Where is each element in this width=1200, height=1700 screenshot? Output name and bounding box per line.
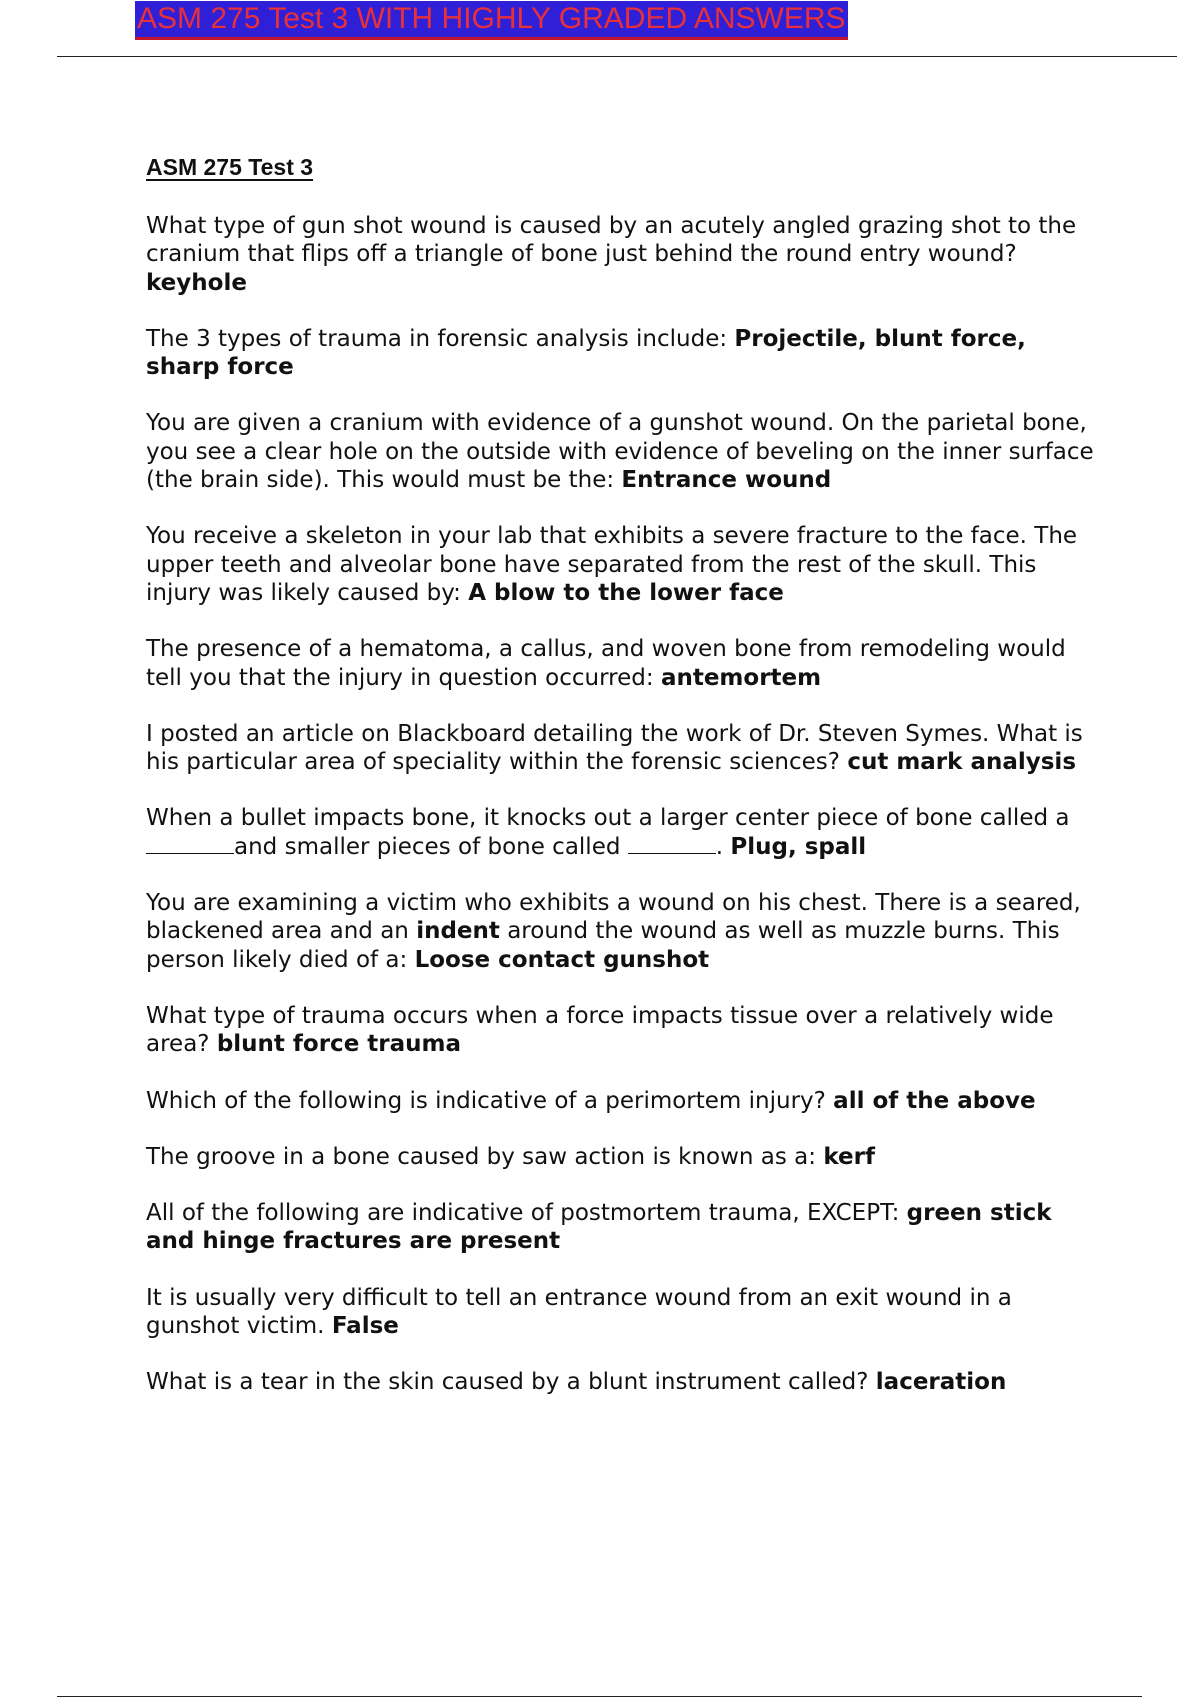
question-item [146,1199,1096,1256]
answer-text: all of the above [833,1087,1036,1114]
fill-in-blank [146,833,234,854]
document-title: ASM 275 Test 3 [146,154,314,180]
question-item [146,1368,1096,1396]
answer-text: False [331,1313,399,1340]
answer-text: blunt force trauma [216,1031,462,1058]
question-text: You receive a skeleton in your lab that exhibits a severe fracture to the face. The upper teeth and alveolar bone have separated from the rest of the skull. This injury was likely caused by: [146,523,1078,606]
question-item [146,1143,1096,1171]
answer-text: Entrance wound [621,467,832,494]
answer-text: keyhole [146,269,247,296]
question-text: It is usually very difficult to tell an entrance wound from an exit wound in a gunshot victim. [146,1284,1012,1340]
answer-text: kerf [823,1143,875,1170]
question-item [146,409,1096,494]
footer-divider [57,1696,1142,1697]
answer-text: Plug, spall [730,833,867,860]
question-text: and smaller pieces of bone called [234,833,621,860]
header-divider [57,56,1177,57]
question-list [146,212,1096,1425]
document-banner: ASM 275 Test 3 WITH HIGHLY GRADED ANSWERS [135,1,848,40]
question-item [146,720,1096,777]
question-item [146,635,1096,692]
question-text: The groove in a bone caused by saw action is known as a: [146,1143,817,1170]
question-text: You are given a cranium with evidence of a gunshot wound. On the parietal bone, you see a clear hole on the outside with evidence of beveling on the inner surface (the brain side). This would must be the: [146,410,1094,494]
question-text: You are examining a victim who exhibits a wound on his chest. There is a seared, blackened area and an [146,890,1081,945]
question-item [146,889,1096,974]
question-item [146,212,1096,297]
answer-text: laceration [875,1369,1007,1396]
question-text: What type of gun shot wound is caused by an acutely angled grazing shot to the cranium that flips off a triangle of bone just behind the round entry wound? [146,213,1077,268]
question-text: What type of trauma occurs when a force impacts tissue over a relatively wide area? [146,1002,1054,1058]
question-text: The 3 types of trauma in forensic analysis include: [146,325,728,352]
answer-text: Projectile, blunt force, sharp force [146,325,1026,381]
question-text: When a bullet impacts bone, it knocks out a larger center piece of bone called a [146,805,1070,832]
answer-text: green stick and hinge fractures are present [146,1200,1052,1255]
question-text: The presence of a hematoma, a callus, and woven bone from remodeling would tell you that the injury in question occurred: [146,636,1066,691]
question-item [146,804,1096,861]
question-text: What is a tear in the skin caused by a blunt instrument called? [146,1369,869,1396]
question-text: around the wound as well as muzzle burns. This person likely died of a: [146,918,1060,973]
question-emphasis: indent [416,918,500,945]
question-item [146,325,1096,382]
question-text: All of the following are indicative of postmortem trauma, EXCEPT: [146,1200,900,1227]
fill-in-blank [628,833,716,854]
question-item [146,1002,1096,1059]
question-text: I posted an article on Blackboard detailing the work of Dr. Steven Symes. What is his particular area of speciality within the forensic sciences? [146,720,1083,776]
answer-text: Loose contact gunshot [414,946,710,973]
question-item [146,522,1096,607]
answer-text: cut mark analysis [847,749,1077,776]
question-item [146,1087,1096,1115]
answer-text: antemortem [660,664,822,691]
question-text: Which of the following is indicative of a perimortem injury? [146,1087,826,1114]
question-item [146,1284,1096,1341]
question-text: . [715,833,724,860]
answer-text: A blow to the lower face [468,579,784,606]
